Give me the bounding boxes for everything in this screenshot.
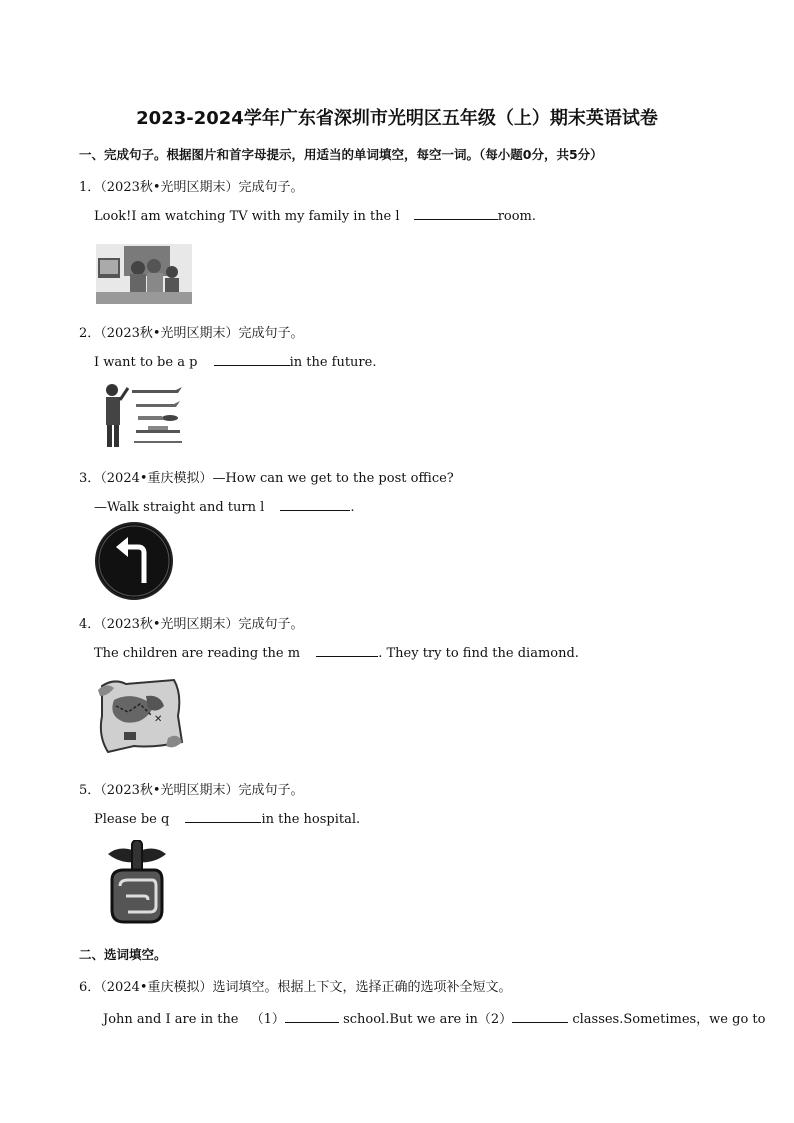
- question-instruction: 完成句子。: [238, 783, 304, 798]
- treasure-map-picture: [94, 676, 184, 754]
- answer-blank[interactable]: [316, 644, 378, 657]
- answer-blank[interactable]: [285, 1010, 339, 1023]
- sentence-part: room.: [497, 209, 537, 224]
- question-source: （2023秋•光明区期末）: [100, 617, 239, 632]
- exam-title: 2023-2024学年广东省深圳市光明区五年级（上）期末英语试卷: [136, 108, 658, 129]
- passage-text: John and I are in the: [103, 1012, 239, 1027]
- answer-blank[interactable]: [512, 1010, 568, 1023]
- answer-blank[interactable]: [185, 810, 261, 823]
- question-4-sentence: [94, 644, 579, 661]
- question-number: 1．: [79, 180, 101, 195]
- turn-left-sign: [94, 521, 174, 601]
- section-1-heading: 一、完成句子。根据图片和首字母提示，用适当的单词填空，每空一词。（每小题0分，共5分）: [79, 147, 603, 162]
- sentence-part: Please be q: [94, 812, 170, 827]
- family-watching-tv-picture: [96, 244, 192, 304]
- question-source: （2023秋•光明区期末）: [100, 326, 239, 341]
- question-instruction: 完成句子。: [238, 180, 304, 195]
- question-instruction: 完成句子。: [238, 326, 304, 341]
- question-1-sentence: [94, 207, 536, 224]
- sentence-part: Look!I am watching TV with my family in the l: [94, 209, 400, 224]
- sentence-part: —Walk straight and turn l: [94, 500, 265, 515]
- question-3-header: [79, 467, 454, 486]
- question-number: 6．: [79, 980, 101, 995]
- sentence-part: .: [350, 500, 355, 515]
- question-2-header: [79, 322, 304, 341]
- section-2-heading: 二、选词填空。: [79, 947, 167, 962]
- question-source: （2024•重庆模拟）: [100, 471, 213, 486]
- sentence-part: in the hospital.: [261, 812, 361, 827]
- question-6-header: [79, 976, 512, 995]
- question-number: 3．: [79, 471, 101, 486]
- question-instruction: —How can we get to the post office?: [212, 471, 454, 486]
- question-3-sentence: [94, 498, 355, 515]
- passage-text: school.But we are in（2）: [343, 1012, 513, 1027]
- question-source: （2023秋•光明区期末）: [100, 180, 239, 195]
- question-source: （2024•重庆模拟）: [100, 980, 213, 995]
- question-number: 4．: [79, 617, 101, 632]
- sentence-part: . They try to find the diamond.: [378, 646, 579, 661]
- passage-text: classes.Sometimes，we go to: [572, 1012, 766, 1027]
- question-1-header: [79, 176, 304, 195]
- answer-blank[interactable]: [214, 353, 290, 366]
- question-number: 2．: [79, 326, 101, 341]
- question-6-passage: [103, 1008, 765, 1027]
- sentence-part: in the future.: [289, 355, 377, 370]
- question-2-sentence: [94, 353, 376, 370]
- question-instruction: 完成句子。: [238, 617, 304, 632]
- question-5-header: [79, 779, 304, 798]
- answer-blank[interactable]: [280, 498, 350, 511]
- question-instruction: 选词填空。根据上下文，选择正确的选项补全短文。: [212, 980, 512, 995]
- blank-number: （1）: [250, 1012, 285, 1027]
- question-4-header: [79, 613, 304, 632]
- sentence-part: The children are reading the m: [94, 646, 301, 661]
- question-5-sentence: [94, 810, 360, 827]
- question-number: 5．: [79, 783, 101, 798]
- quiet-gesture-picture: [104, 840, 170, 924]
- answer-blank[interactable]: [414, 207, 498, 220]
- svg-text:✕: ✕: [154, 714, 163, 725]
- question-source: （2023秋•光明区期末）: [100, 783, 239, 798]
- pilot-and-airplanes-picture: [98, 380, 184, 448]
- sentence-part: I want to be a p: [94, 355, 198, 370]
